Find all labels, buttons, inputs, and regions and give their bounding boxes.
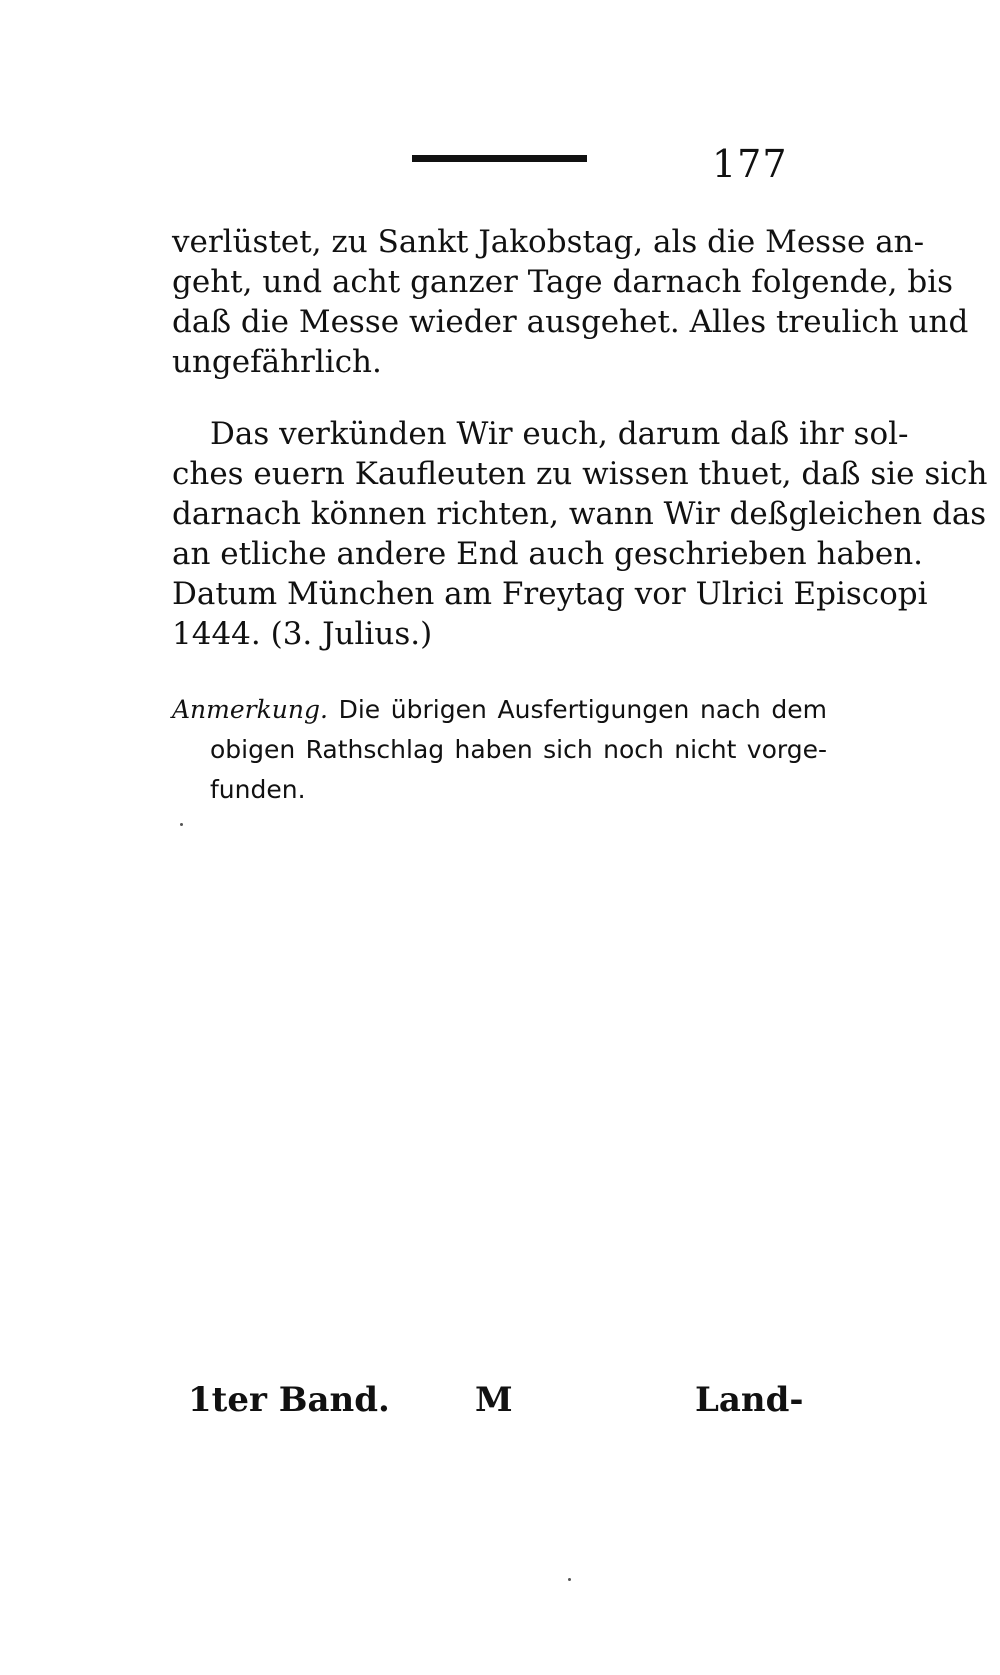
paper-speck xyxy=(180,823,183,826)
note-line: obigen Rathschlag haben sich noch nicht vorge- xyxy=(210,735,827,764)
text-line: ungefährlich. xyxy=(172,344,382,380)
text-line: ches euern Kaufleuten zu wissen thuet, daß sie sich xyxy=(172,456,988,492)
volume-signature: 1ter Band. xyxy=(188,1380,390,1420)
footnote xyxy=(172,690,827,810)
text-line: Datum München am Freytag vor Ulrici Episcopi xyxy=(172,576,928,612)
sheet-signature: M xyxy=(475,1380,513,1420)
text-line: Das verkünden Wir euch, darum daß ihr sol- xyxy=(210,416,909,452)
text-line: 1444. (3. Julius.) xyxy=(172,616,433,652)
note-first-line xyxy=(172,690,827,730)
note-text: Die übrigen Ausfertigungen nach dem xyxy=(338,695,827,724)
paragraph-1 xyxy=(172,222,969,382)
text-line: verlüstet, zu Sankt Jakobstag, als die Messe an- xyxy=(172,224,925,260)
note-line: funden. xyxy=(210,775,306,804)
text-line: an etliche andere End auch geschrieben haben. xyxy=(172,536,924,572)
page-footer xyxy=(0,1380,1000,1430)
note-label: Anmerkung. xyxy=(172,695,328,724)
text-line: darnach können richten, wann Wir deßgleichen das xyxy=(172,496,987,532)
paper-speck xyxy=(568,1578,571,1581)
text-line: geht, und acht ganzer Tage darnach folgende, bis xyxy=(172,264,954,300)
page-number: 177 xyxy=(712,142,788,186)
header-rule xyxy=(412,155,587,162)
catchword: Land- xyxy=(695,1380,804,1420)
paragraph-2 xyxy=(172,414,988,654)
text-line: daß die Messe wieder ausgehet. Alles treulich und xyxy=(172,304,969,340)
